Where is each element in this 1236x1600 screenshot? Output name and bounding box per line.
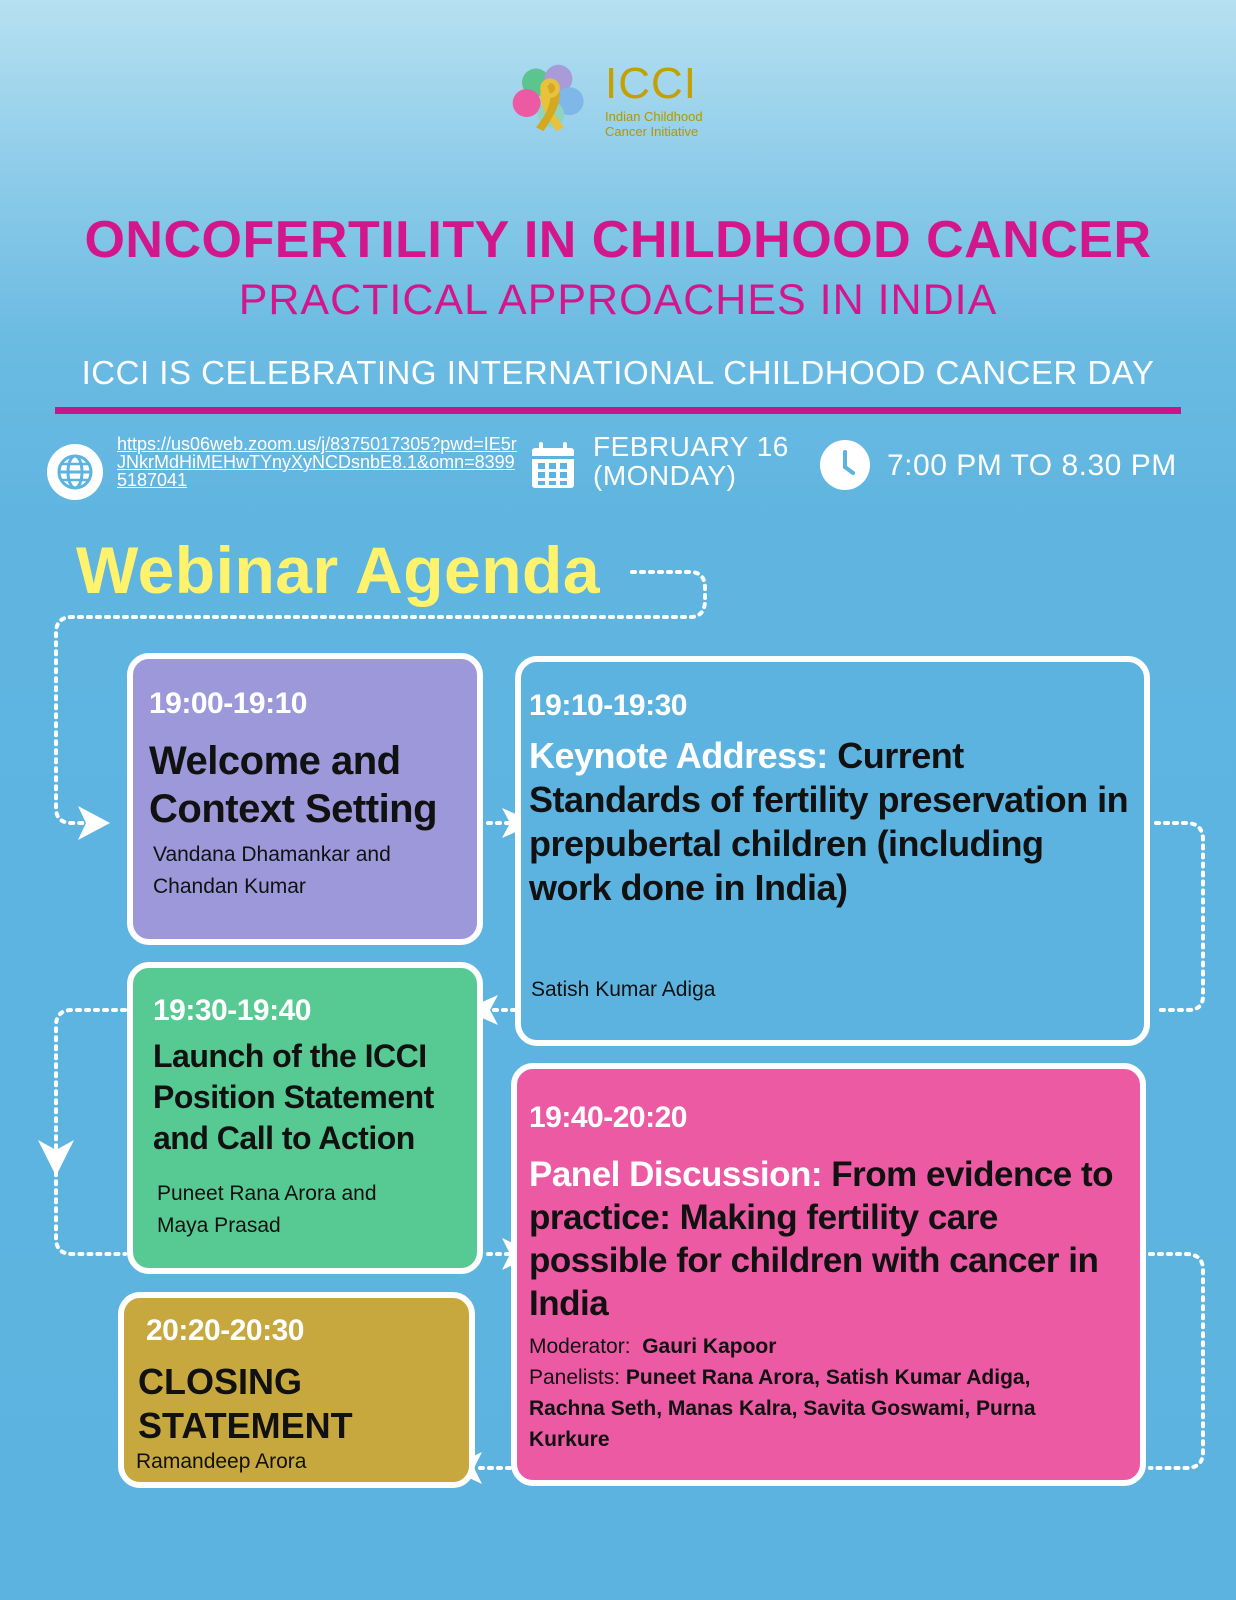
agenda-item-lead: Keynote Address: [529, 735, 828, 776]
zoom-meeting-link[interactable]: https://us06web.zoom.us/j/8375017305?pwd=IE5rJNkrMdHiMEHwTYnyXyNCDsnbE8.1&omn=83995187041 [117, 434, 517, 490]
agenda-item-time: 20:20-20:30 [146, 1314, 304, 1347]
agenda-item-speakers [153, 839, 391, 903]
panelists-label: Panelists: [529, 1366, 621, 1389]
agenda-item-speakers [136, 1446, 306, 1478]
agenda-item-welcome [127, 653, 483, 945]
agenda-item-heading: CLOSING STATEMENT [138, 1361, 353, 1446]
speaker-line: Chandan Kumar [153, 875, 306, 898]
panelists-names: Puneet Rana Arora, Satish Kumar Adiga, Rachna Seth, Manas Kalra, Savita Goswami, Purna Kurkure [529, 1366, 1036, 1451]
agenda-item-speakers [531, 974, 715, 1006]
event-date-line2: (MONDAY) [593, 460, 737, 491]
speaker-line: Puneet Rana Arora and [157, 1182, 377, 1205]
agenda-item-heading [529, 734, 1129, 910]
event-date-line1: FEBRUARY 16 [593, 431, 789, 462]
moderator-label: Moderator: [529, 1335, 631, 1358]
event-time: 7:00 PM TO 8.30 PM [887, 449, 1177, 482]
agenda-item-time: 19:10-19:30 [529, 689, 687, 722]
moderator-line [529, 1331, 1089, 1362]
agenda-item-heading: Welcome and Context Setting [149, 739, 438, 831]
celebration-banner: ICCI IS CELEBRATING INTERNATIONAL CHILDHOOD CANCER DAY [81, 354, 1155, 391]
agenda-item-topic: From evidence to practice: Making fertility care possible for children with cancer in India [529, 1155, 1114, 1323]
agenda-item-speakers [529, 1331, 1089, 1455]
logo-name: ICCI [605, 59, 697, 108]
moderator-name: Gauri Kapoor [642, 1335, 777, 1358]
agenda-item-time: 19:30-19:40 [153, 994, 311, 1027]
agenda-item-closing [118, 1292, 475, 1488]
page-title: ONCOFERTILITY IN CHILDHOOD CANCER [84, 211, 1152, 269]
agenda-item-heading [529, 1153, 1129, 1325]
logo-subtitle-line2: Cancer Initiative [605, 124, 699, 139]
logo-subtitle-line1: Indian Childhood [605, 109, 703, 124]
agenda-item-lead: Panel Discussion: [529, 1155, 822, 1194]
agenda-item-time: 19:40-20:20 [529, 1101, 687, 1134]
page-subtitle: PRACTICAL APPROACHES IN INDIA [238, 276, 998, 324]
agenda-item-launch [127, 962, 483, 1274]
speaker-line: Ramandeep Arora [136, 1450, 307, 1473]
agenda-item-panel [511, 1063, 1146, 1486]
agenda-item-speakers [157, 1178, 377, 1242]
speaker-line: Maya Prasad [157, 1214, 281, 1237]
agenda-item-time: 19:00-19:10 [149, 687, 307, 720]
speaker-line: Vandana Dhamankar and [153, 843, 391, 866]
agenda-item-keynote [515, 656, 1150, 1046]
speaker-line: Satish Kumar Adiga [531, 978, 716, 1001]
panelists-line [529, 1362, 1089, 1455]
agenda-item-heading: Launch of the ICCI Position Statement and Call to Action [153, 1038, 434, 1156]
agenda-title: Webinar Agenda [76, 533, 601, 607]
agenda-item-topic: Current Standards of fertility preservation in prepubertal children (including work done in India) [529, 735, 1129, 908]
